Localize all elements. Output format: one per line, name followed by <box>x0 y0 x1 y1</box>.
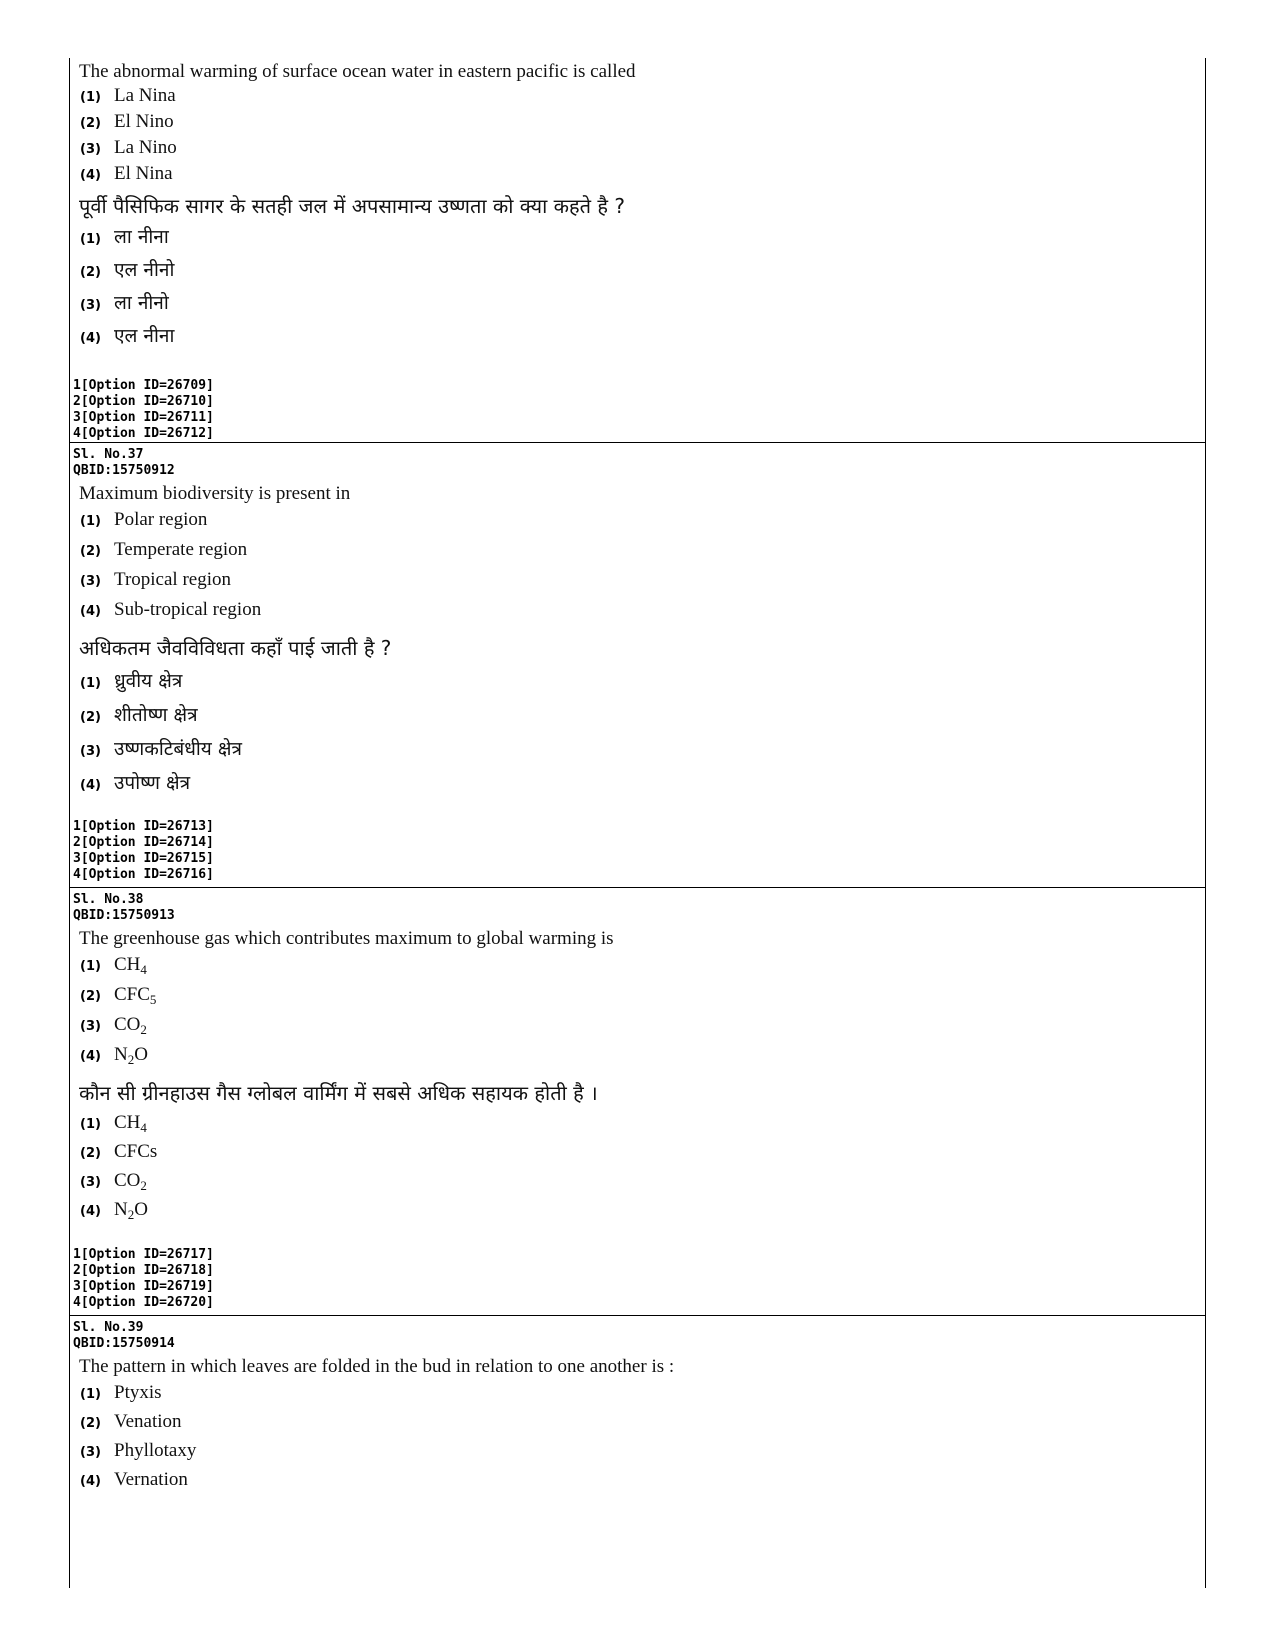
option-id: 1[Option ID=26717] <box>73 1247 214 1262</box>
option-en-2: (2) Venation <box>80 1411 182 1432</box>
serial-number: Sl. No.38 <box>73 892 144 907</box>
option-hi-1: (1) $CH_4$ <box>80 1112 147 1135</box>
option-hi-2: (2) एल नीनो <box>80 259 175 281</box>
option-hi-4: (4) उपोष्ण क्षेत्र <box>80 772 191 794</box>
option-en-1: (1) La Nina <box>80 85 176 106</box>
option-en-2: (2) $CFC_5$ <box>80 984 157 1007</box>
option-en-2: (2) Temperate region <box>80 539 248 560</box>
option-id: 1[Option ID=26713] <box>73 819 214 834</box>
question-text-en: The pattern in which leaves are folded in the bud in relation to one another is : <box>79 1356 675 1377</box>
question-text-en: The abnormal warming of surface ocean water in eastern pacific is called <box>79 61 636 82</box>
question-text-en: Maximum biodiversity is present in <box>79 483 351 504</box>
qbid: QBID:15750912 <box>73 463 175 478</box>
option-en-4: (4) Sub-tropical region <box>80 599 262 620</box>
option-en-4: (4) Vernation <box>80 1469 188 1490</box>
option-hi-3: (3) उष्णकटिबंधीय क्षेत्र <box>80 738 242 760</box>
question-block-39 <box>70 1316 1205 1498</box>
option-en-3: (3) Tropical region <box>80 569 231 590</box>
option-id: 3[Option ID=26719] <box>73 1279 214 1294</box>
option-id: 4[Option ID=26712] <box>73 426 214 441</box>
option-id: 1[Option ID=26709] <box>73 378 214 393</box>
option-hi-1: (1) ला नीना <box>80 226 169 248</box>
option-hi-3: (3) ला नीनो <box>80 292 169 314</box>
qbid: QBID:15750914 <box>73 1336 175 1351</box>
option-id: 2[Option ID=26710] <box>73 394 214 409</box>
option-id: 3[Option ID=26715] <box>73 851 214 866</box>
option-en-3: (3) La Nino <box>80 137 177 158</box>
question-block-38 <box>70 888 1205 1316</box>
question-text-hi: पूर्वी पैसिफिक सागर के सतही जल में अपसामान्य उष्णता को क्या कहते है ? <box>79 194 625 218</box>
option-id: 4[Option ID=26716] <box>73 867 214 882</box>
option-en-4: (4) $N_2O$ <box>80 1044 148 1067</box>
qbid: QBID:15750913 <box>73 908 175 923</box>
option-id: 2[Option ID=26714] <box>73 835 214 850</box>
serial-number: Sl. No.39 <box>73 1320 144 1335</box>
option-en-1: (1) $CH_4$ <box>80 954 147 977</box>
question-block-36 <box>70 58 1205 443</box>
option-en-1: (1) Polar region <box>80 509 208 530</box>
option-id-list <box>70 819 214 883</box>
option-id-list <box>70 1247 214 1311</box>
option-hi-4: (4) एल नीना <box>80 325 175 347</box>
option-hi-4: (4) $N_2O$ <box>80 1199 148 1222</box>
option-hi-2: (2) CFCs <box>80 1141 158 1162</box>
option-hi-2: (2) शीतोष्ण क्षेत्र <box>80 704 198 726</box>
question-block-37 <box>70 443 1205 888</box>
option-en-2: (2) El Nino <box>80 111 174 132</box>
option-hi-1: (1) ध्रुवीय क्षेत्र <box>80 670 183 692</box>
option-hi-3: (3) $CO_2$ <box>80 1170 147 1193</box>
question-text-en: The greenhouse gas which contributes maximum to global warming is <box>79 928 614 949</box>
option-id: 4[Option ID=26720] <box>73 1295 214 1310</box>
question-text-hi: अधिकतम जैवविविधता कहाँ पाई जाती है ? <box>79 636 392 660</box>
option-en-3: (3) Phyllotaxy <box>80 1440 197 1461</box>
option-en-4: (4) El Nina <box>80 163 173 184</box>
option-en-1: (1) Ptyxis <box>80 1382 162 1403</box>
option-id-list <box>70 378 214 442</box>
question-paper-page <box>69 58 1206 1588</box>
option-id: 3[Option ID=26711] <box>73 410 214 425</box>
serial-number: Sl. No.37 <box>73 447 144 462</box>
option-en-3: (3) $CO_2$ <box>80 1014 147 1037</box>
question-text-hi: कौन सी ग्रीनहाउस गैस ग्लोबल वार्मिंग में सबसे अधिक सहायक होती है । <box>79 1081 598 1105</box>
option-id: 2[Option ID=26718] <box>73 1263 214 1278</box>
